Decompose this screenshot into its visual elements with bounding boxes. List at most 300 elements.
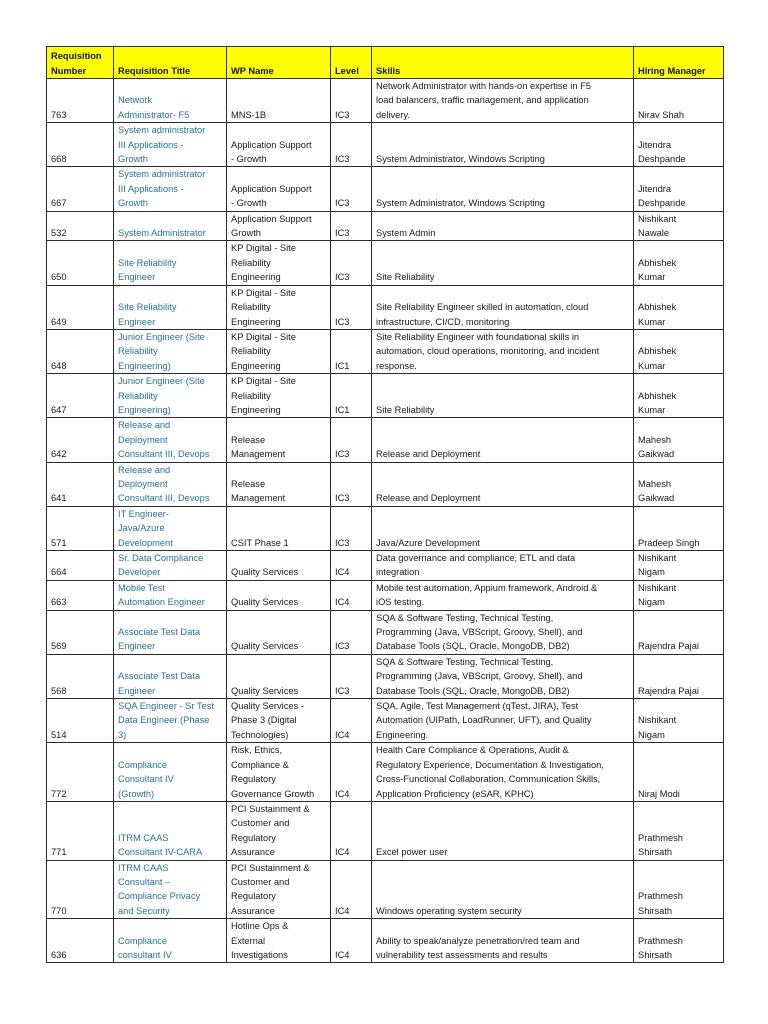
cell-skills — [372, 860, 634, 919]
cell-skills-line: Site Reliability — [376, 272, 435, 283]
cell-hiring-manager-line: Nirav Shah — [638, 109, 684, 120]
cell-wp-name-line: Phase 3 (Digital — [231, 715, 297, 726]
cell-hiring-manager — [634, 329, 724, 373]
cell-requisition-number: 649 — [47, 285, 114, 329]
cell-wp-name-line: CSIT Phase 1 — [231, 537, 289, 548]
cell-hiring-manager — [634, 167, 724, 211]
cell-requisition-title-link-line[interactable]: Data Engineer (Phase — [118, 715, 210, 726]
cell-requisition-title-link-line[interactable]: Engineering) — [118, 360, 171, 371]
cell-requisition-title-link-line[interactable]: III Applications - — [118, 183, 184, 194]
cell-requisition-title-link-line[interactable]: Consultant III, Devops — [118, 449, 210, 460]
cell-level: IC4 — [331, 919, 372, 963]
cell-hiring-manager-line: Mahesh — [638, 434, 672, 445]
cell-hiring-manager-line: Gaikwad — [638, 493, 675, 504]
cell-level: IC3 — [331, 211, 372, 241]
cell-skills — [372, 743, 634, 802]
cell-wp-name-line: KP Digital - Site — [231, 243, 296, 254]
cell-skills-line: integration — [376, 567, 420, 578]
table-row — [47, 610, 724, 654]
cell-hiring-manager — [634, 285, 724, 329]
header-requisition-title: Requisition Title — [114, 47, 227, 79]
cell-wp-name-line: Management — [231, 449, 286, 460]
cell-requisition-title-link[interactable] — [114, 610, 227, 654]
cell-skills — [372, 374, 634, 418]
cell-wp-name-line: Engineering — [231, 272, 281, 283]
cell-hiring-manager — [634, 79, 724, 123]
table-row — [47, 506, 724, 550]
table-row — [47, 743, 724, 802]
cell-skills-line: SQA, Agile, Test Management (qTest, JIRA), Test — [376, 701, 579, 712]
cell-level: IC3 — [331, 285, 372, 329]
cell-hiring-manager — [634, 610, 724, 654]
cell-wp-name-line: Release — [231, 434, 266, 445]
cell-requisition-title-link-line[interactable]: Compliance — [118, 935, 168, 946]
header-row — [47, 47, 724, 79]
table-row — [47, 551, 724, 581]
cell-wp-name-line: Customer and — [231, 818, 290, 829]
cell-level: IC3 — [331, 123, 372, 167]
cell-skills-line: SQA & Software Testing, Technical Testing, — [376, 612, 554, 623]
cell-wp-name — [227, 79, 331, 123]
cell-requisition-title-link[interactable] — [114, 654, 227, 698]
cell-skills-line: response. — [376, 360, 417, 371]
cell-hiring-manager-line: Nigam — [638, 567, 665, 578]
cell-hiring-manager-line: Abhishek — [638, 302, 677, 313]
cell-wp-name — [227, 551, 331, 581]
cell-hiring-manager — [634, 418, 724, 462]
cell-hiring-manager-line: Shirsath — [638, 949, 673, 960]
header-requisition-number: Requisition Number — [47, 47, 114, 79]
cell-wp-name — [227, 462, 331, 506]
cell-hiring-manager-line: Shirsath — [638, 847, 673, 858]
cell-requisition-title-link[interactable] — [114, 801, 227, 860]
cell-requisition-title-link-line[interactable]: Administrator- F5 — [118, 109, 190, 120]
cell-requisition-title-link[interactable] — [114, 551, 227, 581]
cell-level: IC1 — [331, 374, 372, 418]
cell-wp-name — [227, 123, 331, 167]
cell-requisition-number: 569 — [47, 610, 114, 654]
cell-skills-line: Database Tools (SQL, Oracle, MongoDB, DB2) — [376, 641, 570, 652]
cell-skills-line: Network Administrator with hands-on expertise in F5 — [376, 81, 591, 91]
cell-requisition-title-link-line[interactable]: Associate Test Data — [118, 671, 200, 682]
cell-level: IC4 — [331, 860, 372, 919]
cell-skills — [372, 654, 634, 698]
cell-hiring-manager-line: Jitendra — [638, 183, 672, 194]
cell-wp-name — [227, 241, 331, 285]
cell-skills — [372, 610, 634, 654]
cell-wp-name-line: Technologies) — [231, 729, 289, 740]
cell-wp-name — [227, 285, 331, 329]
cell-level: IC3 — [331, 654, 372, 698]
table-row — [47, 418, 724, 462]
cell-wp-name-line: Release — [231, 478, 266, 489]
cell-requisition-title-link[interactable] — [114, 285, 227, 329]
cell-hiring-manager — [634, 551, 724, 581]
cell-wp-name-line: Quality Services — [231, 567, 299, 578]
cell-requisition-title-link-line[interactable]: SQA Engineer - Sr Test — [118, 701, 214, 712]
cell-wp-name-line: Engineering — [231, 316, 281, 327]
cell-wp-name-line: KP Digital - Site — [231, 376, 296, 387]
cell-skills-line: Application Proficiency (eSAR, KPHC) — [376, 788, 534, 799]
cell-hiring-manager-line: Nishikant — [638, 715, 677, 726]
cell-wp-name-line: - Growth — [231, 198, 267, 209]
cell-requisition-title-link[interactable] — [114, 580, 227, 610]
cell-skills-line: Data governance and compliance, ETL and data — [376, 553, 576, 563]
cell-level: IC4 — [331, 551, 372, 581]
cell-wp-name — [227, 374, 331, 418]
cell-requisition-title-link[interactable] — [114, 699, 227, 743]
cell-wp-name — [227, 610, 331, 654]
cell-hiring-manager — [634, 462, 724, 506]
cell-requisition-title-link-line[interactable]: Development — [118, 537, 173, 548]
cell-requisition-title-link-line[interactable]: Deployment — [118, 478, 168, 489]
table-row — [47, 123, 724, 167]
cell-wp-name — [227, 860, 331, 919]
cell-hiring-manager-line: Deshpande — [638, 154, 686, 165]
cell-requisition-title-link-line[interactable]: System Administrator — [118, 228, 206, 239]
cell-wp-name — [227, 329, 331, 373]
table-row — [47, 654, 724, 698]
cell-wp-name-line: Hotline Ops & — [231, 921, 289, 932]
cell-skills-line: Engineering. — [376, 729, 429, 740]
cell-requisition-title-link-line[interactable]: (Growth) — [118, 788, 155, 799]
cell-requisition-title-link-line[interactable]: Compliance — [118, 759, 168, 770]
cell-skills-line: Regulatory Experience, Documentation & Investigation, — [376, 759, 604, 770]
cell-hiring-manager-line: Prathmesh — [638, 891, 683, 902]
cell-requisition-title-link-line[interactable]: Engineer — [118, 641, 156, 652]
cell-wp-name — [227, 506, 331, 550]
cell-wp-name-line: Quality Services - — [231, 701, 304, 712]
cell-wp-name-line: External — [231, 935, 266, 946]
cell-requisition-title-link-line[interactable]: Deployment — [118, 434, 168, 445]
cell-hiring-manager — [634, 241, 724, 285]
cell-hiring-manager — [634, 743, 724, 802]
requisition-table — [46, 46, 724, 963]
cell-hiring-manager-line: Kumar — [638, 360, 666, 371]
cell-requisition-number: 668 — [47, 123, 114, 167]
cell-requisition-title-link[interactable] — [114, 167, 227, 211]
cell-requisition-title-link-line[interactable]: Release and — [118, 420, 171, 431]
cell-hiring-manager-line: Nigam — [638, 597, 665, 608]
cell-requisition-number: 664 — [47, 551, 114, 581]
cell-skills-line: Site Reliability Engineer with foundational skills in — [376, 331, 580, 342]
cell-level: IC4 — [331, 699, 372, 743]
cell-skills-line: Automation (UIPath, LoadRunner, UFT), and Quality — [376, 715, 592, 726]
cell-requisition-title-link-line[interactable]: Site Reliability — [118, 257, 177, 268]
cell-wp-name-line: Regulatory — [231, 832, 276, 843]
cell-level: IC3 — [331, 462, 372, 506]
cell-wp-name-line: KP Digital - Site — [231, 287, 296, 298]
cell-wp-name-line: Regulatory — [231, 891, 276, 902]
cell-wp-name-line: Assurance — [231, 847, 275, 858]
cell-wp-name-line: Quality Services — [231, 597, 299, 608]
cell-skills-line: Site Reliability — [376, 404, 435, 415]
cell-wp-name-line: Reliability — [231, 257, 271, 268]
table-row — [47, 699, 724, 743]
table-row — [47, 919, 724, 963]
cell-hiring-manager — [634, 699, 724, 743]
cell-skills — [372, 551, 634, 581]
cell-requisition-title-link[interactable] — [114, 329, 227, 373]
cell-wp-name-line: Engineering — [231, 404, 281, 415]
cell-wp-name — [227, 580, 331, 610]
cell-hiring-manager-line: Nishikant — [638, 553, 677, 563]
table-body — [47, 79, 724, 963]
cell-skills-line: Java/Azure Development — [376, 537, 480, 548]
cell-requisition-title-link-line[interactable]: Consultant IV — [118, 774, 174, 785]
cell-requisition-title-link-line[interactable]: Release and — [118, 464, 171, 475]
cell-requisition-title-link-line[interactable]: Consultant III, Devops — [118, 493, 210, 504]
cell-hiring-manager-line: Kumar — [638, 272, 666, 283]
cell-wp-name-line: Quality Services — [231, 641, 299, 652]
cell-requisition-title-link[interactable] — [114, 418, 227, 462]
cell-skills — [372, 241, 634, 285]
cell-skills-line: System Admin — [376, 228, 436, 239]
table-row — [47, 580, 724, 610]
cell-skills-line: System Administrator, Windows Scripting — [376, 198, 545, 209]
cell-skills-line: load balancers, traffic management, and application — [376, 95, 589, 106]
cell-wp-name-line: - Growth — [231, 154, 267, 165]
cell-requisition-title-link-line[interactable]: Consultant – — [118, 876, 171, 887]
cell-wp-name-line: Application Support — [231, 213, 312, 224]
cell-requisition-title-link-line[interactable]: Developer — [118, 567, 161, 578]
cell-skills — [372, 580, 634, 610]
cell-requisition-title-link-line[interactable]: Compliance Privacy — [118, 891, 201, 902]
cell-requisition-number: 641 — [47, 462, 114, 506]
cell-wp-name-line: Investigations — [231, 949, 288, 960]
cell-skills-line: Excel power user — [376, 847, 448, 858]
cell-hiring-manager — [634, 580, 724, 610]
cell-requisition-title-link-line[interactable]: Site Reliability — [118, 302, 177, 313]
cell-wp-name-line: Reliability — [231, 302, 271, 313]
cell-requisition-title-link-line[interactable]: Automation Engineer — [118, 597, 205, 608]
cell-skills — [372, 79, 634, 123]
cell-requisition-title-link-line[interactable]: Associate Test Data — [118, 627, 200, 638]
cell-skills-line: Release and Deployment — [376, 449, 481, 460]
cell-requisition-title-link[interactable] — [114, 860, 227, 919]
cell-level: IC3 — [331, 167, 372, 211]
cell-wp-name-line: Customer and — [231, 876, 290, 887]
header-level: Level — [331, 47, 372, 79]
cell-requisition-title-link-line[interactable]: III Applications - — [118, 139, 184, 150]
cell-skills-line: delivery. — [376, 109, 410, 120]
cell-requisition-title-link-line[interactable]: Reliability — [118, 346, 158, 357]
cell-hiring-manager-line: Nishikant — [638, 582, 677, 593]
table-row — [47, 167, 724, 211]
cell-requisition-title-link[interactable] — [114, 374, 227, 418]
cell-requisition-title-link-line[interactable]: Consultant IV-CARA — [118, 847, 203, 858]
cell-wp-name-line: Risk, Ethics, — [231, 745, 283, 756]
cell-requisition-title-link-line[interactable]: Engineering) — [118, 404, 171, 415]
header-wp-name: WP Name — [227, 47, 331, 79]
cell-level: IC1 — [331, 329, 372, 373]
cell-wp-name-line: PCI Sustainment & — [231, 862, 310, 873]
cell-hiring-manager-line: Prathmesh — [638, 832, 683, 843]
cell-requisition-number: 514 — [47, 699, 114, 743]
cell-wp-name-line: PCI Sustainment & — [231, 803, 310, 814]
cell-level: IC4 — [331, 801, 372, 860]
cell-hiring-manager — [634, 801, 724, 860]
cell-requisition-title-link-line[interactable]: Network — [118, 95, 153, 106]
cell-skills-line: Site Reliability Engineer skilled in automation, cloud — [376, 302, 589, 313]
cell-wp-name — [227, 801, 331, 860]
cell-wp-name-line: Application Support — [231, 183, 312, 194]
table-row — [47, 329, 724, 373]
cell-wp-name — [227, 211, 331, 241]
cell-skills — [372, 123, 634, 167]
cell-wp-name — [227, 743, 331, 802]
table-row — [47, 241, 724, 285]
cell-skills-line: iOS testing. — [376, 597, 425, 608]
cell-hiring-manager — [634, 506, 724, 550]
cell-requisition-title-link-line[interactable]: ITRM CAAS — [118, 862, 169, 873]
cell-hiring-manager-line: Kumar — [638, 404, 666, 415]
cell-hiring-manager — [634, 919, 724, 963]
cell-hiring-manager-line: Prathmesh — [638, 935, 683, 946]
cell-hiring-manager — [634, 654, 724, 698]
cell-requisition-title-link-line[interactable]: Engineer — [118, 272, 156, 283]
cell-skills — [372, 919, 634, 963]
cell-level: IC3 — [331, 610, 372, 654]
cell-requisition-number: 532 — [47, 211, 114, 241]
cell-requisition-title-link-line[interactable]: Sr. Data Compliance — [118, 553, 204, 563]
cell-requisition-title-link-line[interactable]: 3) — [118, 729, 127, 740]
cell-requisition-title-link-line[interactable]: Engineer — [118, 316, 156, 327]
cell-requisition-number: 663 — [47, 580, 114, 610]
cell-requisition-number: 648 — [47, 329, 114, 373]
cell-requisition-title-link-line[interactable]: Junior Engineer (Site — [118, 376, 205, 387]
cell-requisition-title-link[interactable] — [114, 241, 227, 285]
cell-skills-line: Release and Deployment — [376, 493, 481, 504]
cell-hiring-manager — [634, 211, 724, 241]
cell-wp-name — [227, 167, 331, 211]
cell-requisition-number: 568 — [47, 654, 114, 698]
cell-skills-line: infrastructure, CI/CD, monitoring — [376, 316, 510, 327]
cell-wp-name-line: Growth — [231, 228, 261, 239]
cell-wp-name — [227, 699, 331, 743]
cell-requisition-title-link[interactable] — [114, 123, 227, 167]
cell-skills-line: Programming (Java, VBScript, Groovy, Shell), and — [376, 627, 583, 638]
cell-wp-name-line: Reliability — [231, 346, 271, 357]
table-row — [47, 801, 724, 860]
cell-wp-name-line: Quality Services — [231, 685, 299, 696]
cell-skills — [372, 506, 634, 550]
cell-requisition-number: 642 — [47, 418, 114, 462]
cell-hiring-manager-line: Kumar — [638, 316, 666, 327]
cell-skills-line: vulnerability test assessments and results — [376, 949, 548, 960]
cell-requisition-title-link-line[interactable]: Growth — [118, 198, 148, 209]
cell-hiring-manager-line: Abhishek — [638, 346, 677, 357]
table-row — [47, 860, 724, 919]
cell-wp-name-line: Management — [231, 493, 286, 504]
cell-requisition-number: 571 — [47, 506, 114, 550]
cell-wp-name-line: Reliability — [231, 390, 271, 401]
cell-requisition-number: 667 — [47, 167, 114, 211]
cell-skills — [372, 211, 634, 241]
cell-level: IC4 — [331, 580, 372, 610]
cell-skills — [372, 329, 634, 373]
cell-skills-line: Ability to speak/analyze penetration/red team and — [376, 935, 580, 946]
cell-wp-name-line: Compliance & — [231, 759, 289, 770]
cell-wp-name-line: Application Support — [231, 139, 312, 150]
cell-requisition-title-link[interactable] — [114, 506, 227, 550]
cell-requisition-title-link-line[interactable]: Growth — [118, 154, 148, 165]
cell-hiring-manager-line: Abhishek — [638, 390, 677, 401]
table-row — [47, 211, 724, 241]
cell-level: IC3 — [331, 79, 372, 123]
cell-skills-line: Mobile test automation, Appium framework, Android & — [376, 582, 598, 593]
table-row — [47, 462, 724, 506]
cell-hiring-manager — [634, 374, 724, 418]
cell-skills-line: automation, cloud operations, monitoring, and incident — [376, 346, 600, 357]
cell-level: IC4 — [331, 743, 372, 802]
cell-skills-line: Cross-Functional Collaboration, Communication Skills, — [376, 774, 601, 785]
cell-hiring-manager-line: Rajendra Pajai — [638, 685, 699, 696]
cell-level: IC3 — [331, 241, 372, 285]
table-row — [47, 285, 724, 329]
cell-requisition-title-link[interactable] — [114, 211, 227, 241]
cell-requisition-title-link-line[interactable]: Reliability — [118, 390, 158, 401]
cell-requisition-title-link[interactable] — [114, 462, 227, 506]
cell-hiring-manager — [634, 860, 724, 919]
cell-skills — [372, 418, 634, 462]
cell-wp-name-line: Governance Growth — [231, 788, 315, 799]
cell-hiring-manager-line: Niraj Modi — [638, 788, 680, 799]
header-hiring-manager: Hiring Manager — [634, 47, 724, 79]
cell-skills — [372, 462, 634, 506]
cell-requisition-title-link-line[interactable]: and Security — [118, 905, 170, 916]
cell-requisition-title-link[interactable] — [114, 743, 227, 802]
cell-hiring-manager-line: Deshpande — [638, 198, 686, 209]
cell-requisition-number: 650 — [47, 241, 114, 285]
cell-hiring-manager-line: Abhishek — [638, 257, 677, 268]
cell-skills — [372, 167, 634, 211]
cell-requisition-number: 647 — [47, 374, 114, 418]
header-skills: Skills — [372, 47, 634, 79]
cell-requisition-title-link-line[interactable]: ITRM CAAS — [118, 832, 169, 843]
cell-skills-line: Health Care Compliance & Operations, Audit & — [376, 745, 569, 756]
cell-requisition-title-link-line[interactable]: System administrator — [118, 169, 206, 180]
cell-level: IC3 — [331, 418, 372, 462]
cell-requisition-number: 763 — [47, 79, 114, 123]
cell-requisition-title-link[interactable] — [114, 919, 227, 963]
cell-hiring-manager-line: Nawale — [638, 228, 670, 239]
cell-skills-line: Database Tools (SQL, Oracle, MongoDB, DB2) — [376, 685, 570, 696]
cell-requisition-number: 771 — [47, 801, 114, 860]
cell-hiring-manager-line: Jitendra — [638, 139, 672, 150]
cell-wp-name — [227, 919, 331, 963]
cell-requisition-title-link-line[interactable]: Mobile Test — [118, 582, 165, 593]
cell-skills-line: Programming (Java, VBScript, Groovy, Shell), and — [376, 671, 583, 682]
cell-wp-name-line: MNS-1B — [231, 109, 267, 120]
cell-requisition-title-link-line[interactable]: Junior Engineer (Site — [118, 331, 205, 342]
cell-requisition-title-link-line[interactable]: IT Engineer- — [118, 508, 169, 519]
cell-requisition-title-link-line[interactable]: System administrator — [118, 125, 206, 136]
cell-wp-name-line: KP Digital - Site — [231, 331, 296, 342]
cell-hiring-manager-line: Pradeep Singh — [638, 537, 700, 548]
cell-requisition-title-link-line[interactable]: Engineer — [118, 685, 156, 696]
cell-wp-name — [227, 418, 331, 462]
cell-wp-name-line: Assurance — [231, 905, 275, 916]
cell-requisition-title-link-line[interactable]: Java/Azure — [118, 523, 165, 534]
cell-wp-name-line: Engineering — [231, 360, 281, 371]
cell-hiring-manager-line: Nigam — [638, 729, 665, 740]
cell-skills-line: SQA & Software Testing, Technical Testing, — [376, 656, 554, 667]
cell-skills-line: Windows operating system security — [376, 905, 522, 916]
cell-requisition-title-link[interactable] — [114, 79, 227, 123]
cell-skills-line: System Administrator, Windows Scripting — [376, 154, 545, 165]
cell-requisition-title-link-line[interactable]: consultant IV — [118, 949, 172, 960]
